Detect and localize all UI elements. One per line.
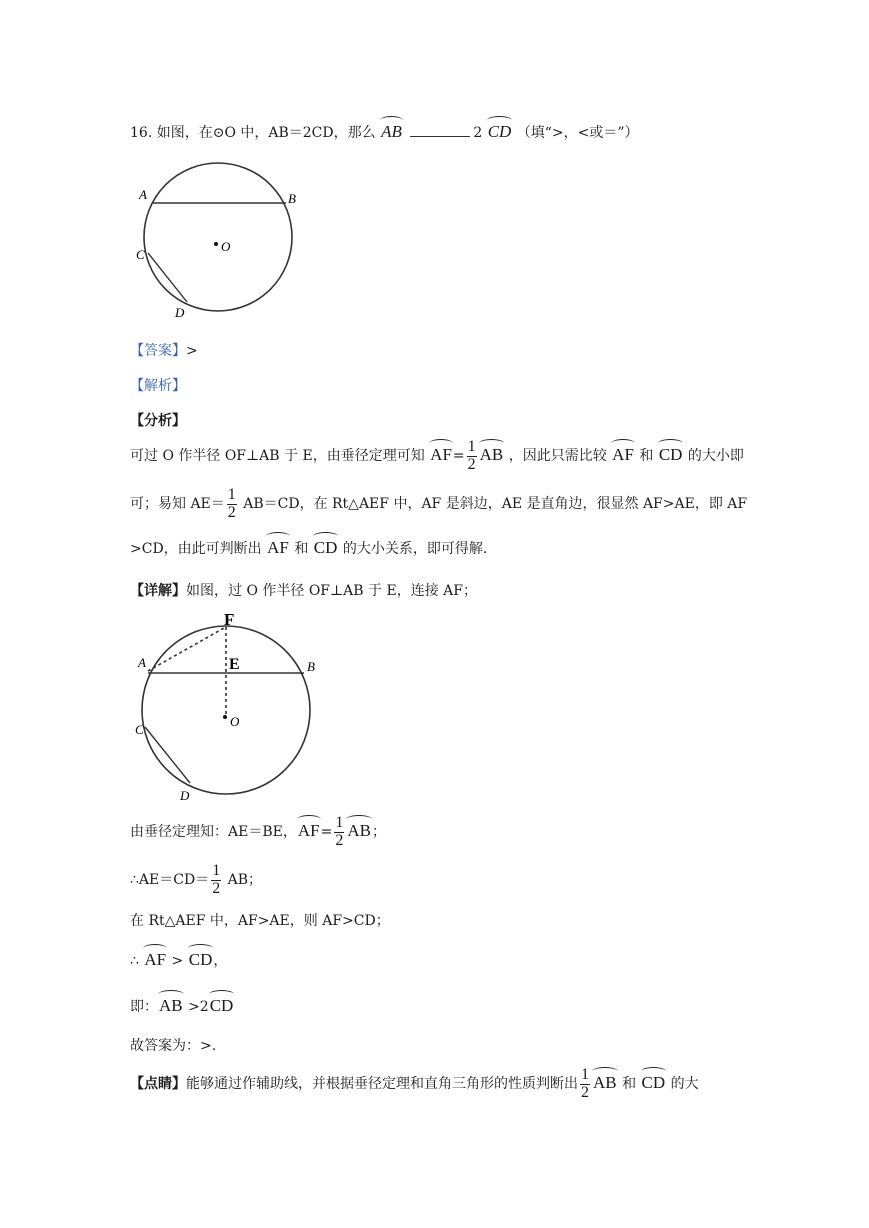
circle-o xyxy=(142,626,310,794)
label-d: D xyxy=(175,305,185,320)
question-hint: （填“>，<或＝”） xyxy=(516,125,639,141)
step-1-end: ； xyxy=(371,824,386,840)
label-c: C xyxy=(136,247,145,262)
coefficient: 2 xyxy=(473,125,483,141)
answer-blank xyxy=(410,136,470,137)
dianjing-line xyxy=(130,1064,699,1104)
center-point xyxy=(223,715,227,719)
arc-ab: AB xyxy=(381,118,402,140)
fraction-denominator: 2 xyxy=(467,455,476,473)
fraction-denominator: 2 xyxy=(227,503,236,521)
arc-cd: CD xyxy=(488,118,512,140)
fenxi-text-3c: 的大小关系，即可得解. xyxy=(342,541,488,557)
fraction-numerator: 1 xyxy=(212,861,221,879)
label-a: A xyxy=(138,655,146,670)
label-f: F xyxy=(224,610,235,629)
circle-o xyxy=(144,163,292,311)
question-text: 如图，在⊙O 中，AB＝2CD，那么 xyxy=(156,125,376,141)
fraction-denominator: 2 xyxy=(335,831,344,849)
step-2 xyxy=(130,862,262,898)
step-4-end: ， xyxy=(213,953,228,969)
fraction-numerator: 1 xyxy=(227,485,236,503)
step-2-text: ∴AE＝CD＝ xyxy=(130,872,210,888)
dianjing-and: 和 xyxy=(617,1076,641,1092)
equals-sign: = xyxy=(320,824,333,840)
fenxi-line-3 xyxy=(130,534,487,564)
arc-cd: CD xyxy=(314,534,338,556)
fraction-half xyxy=(580,1067,590,1102)
fenxi-line-2 xyxy=(130,486,747,522)
answer-tag: 【答案】 xyxy=(130,343,186,359)
step-1-text: 由垂径定理知：AE＝BE， xyxy=(130,824,297,840)
fraction-denominator: 2 xyxy=(212,879,221,897)
arc-ab: AB xyxy=(593,1069,617,1091)
fraction-half xyxy=(334,815,344,850)
label-b: B xyxy=(288,191,296,206)
label-e: E xyxy=(229,656,240,673)
fraction-denominator: 2 xyxy=(581,1083,589,1101)
greater-sign: > xyxy=(167,953,188,969)
arc-ab: AB xyxy=(159,992,183,1014)
dianjing-text: 能够通过作辅助线，并根据垂径定理和直角三角形的性质判断出 xyxy=(186,1076,578,1092)
label-a: A xyxy=(139,187,147,202)
arc-af: AF xyxy=(267,534,289,556)
step-5 xyxy=(130,992,234,1022)
fraction-numerator: 1 xyxy=(581,1065,589,1083)
step-6: 故答案为：>. xyxy=(130,1038,217,1054)
chord-cd xyxy=(145,727,190,783)
fenxi-text-2a: 可；易知 AE＝ xyxy=(130,496,225,512)
segment-af xyxy=(148,628,224,671)
answer-line xyxy=(130,340,198,360)
arc-ab: AB xyxy=(480,441,504,463)
arc-cd: CD xyxy=(210,992,234,1014)
dianjing-end: 的大 xyxy=(666,1076,699,1092)
equals-sign: = xyxy=(452,448,465,464)
fenxi-text-1c: 和 xyxy=(639,448,658,464)
arc-cd: CD xyxy=(642,1069,666,1091)
xiangjie-text: 如图，过 O 作半径 OF⊥AB 于 E，连接 AF； xyxy=(186,583,477,599)
fraction-numerator: 1 xyxy=(335,813,344,831)
analysis-tag: 【解析】 xyxy=(130,378,186,394)
fenxi-text-1d: 的大小即 xyxy=(687,448,744,464)
step-4 xyxy=(130,946,227,976)
fraction-half xyxy=(467,439,477,474)
label-d: D xyxy=(180,788,190,803)
arc-cd: CD xyxy=(659,441,683,463)
fenxi-text-1b: ，因此只需比较 xyxy=(508,448,607,464)
step-1 xyxy=(130,814,386,850)
xiangjie-tag: 【详解】 xyxy=(130,583,186,599)
question-number: 16. xyxy=(130,125,153,141)
dianjing-tag: 【点睛】 xyxy=(130,1076,186,1092)
arc-af: AF xyxy=(430,441,452,463)
question-line xyxy=(130,118,639,142)
greater-sign: >2 xyxy=(183,999,209,1015)
step-3: 在 Rt△AEF 中，AF>AE，则 AF>CD； xyxy=(130,913,390,929)
arc-ab: AB xyxy=(347,817,371,839)
fenxi-text-1a: 可过 O 作半径 OF⊥AB 于 E，由垂径定理可知 xyxy=(130,448,425,464)
therefore-sign: ∴ xyxy=(130,953,144,969)
chord-cd xyxy=(148,253,187,302)
fraction-half xyxy=(227,487,237,522)
fraction-half xyxy=(211,863,221,898)
fenxi-text-3b: 和 xyxy=(294,541,313,557)
answer-value: > xyxy=(186,343,198,359)
label-o: O xyxy=(221,239,231,254)
fraction-numerator: 1 xyxy=(467,437,476,455)
fenxi-line-1 xyxy=(130,438,744,474)
label-c: C xyxy=(135,722,144,737)
step-5-text: 即： xyxy=(130,999,158,1015)
fenxi-text-2b: AB＝CD，在 Rt△AEF 中，AF 是斜边，AE 是直角边，很显然 AF>AE，即 AF xyxy=(238,496,748,512)
arc-af: AF xyxy=(144,946,166,968)
label-o: O xyxy=(230,714,240,729)
label-b: B xyxy=(307,659,315,674)
arc-cd: CD xyxy=(189,946,213,968)
center-point xyxy=(214,242,218,246)
arc-af: AF xyxy=(612,441,634,463)
fenxi-text-3a: >CD，由此可判断出 xyxy=(130,541,262,557)
step-2-end: AB； xyxy=(223,872,263,888)
arc-af: AF xyxy=(298,817,320,839)
fenxi-tag: 【分析】 xyxy=(130,413,186,429)
xiangjie-line xyxy=(130,580,477,600)
